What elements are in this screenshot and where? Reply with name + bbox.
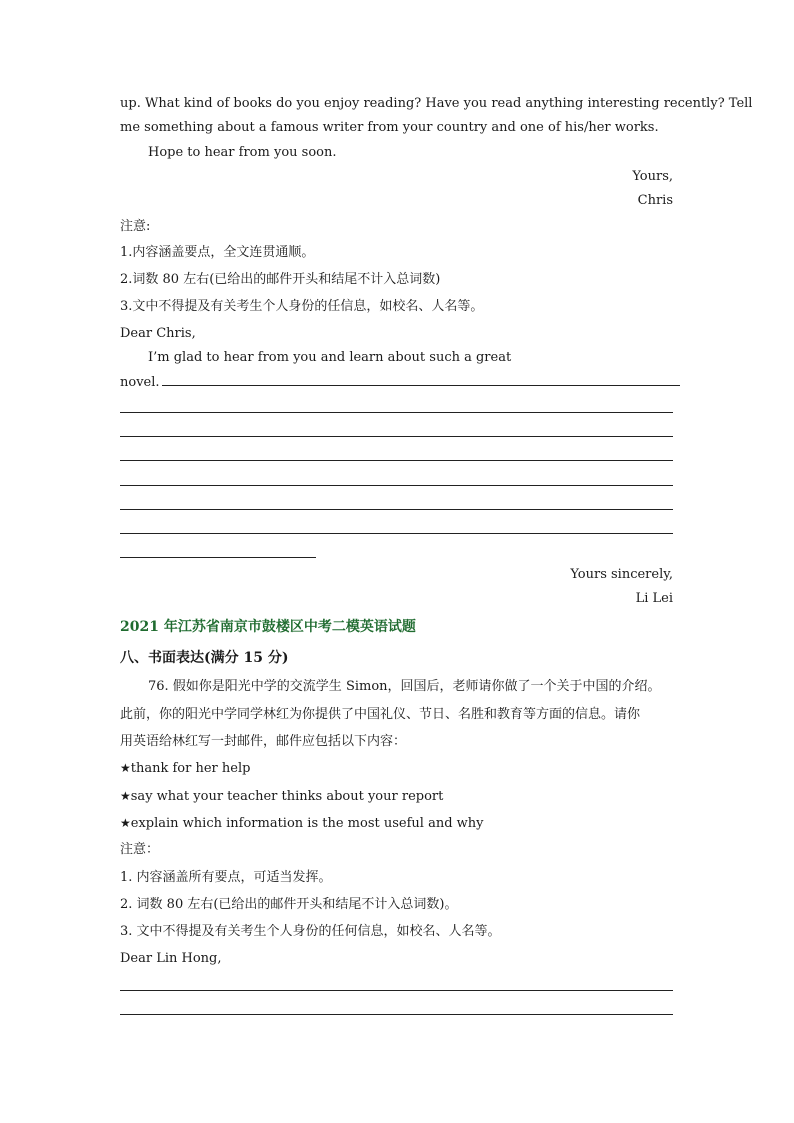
- bullet-item-1: ★thank for her help: [120, 761, 251, 776]
- answer-line[interactable]: [120, 460, 673, 461]
- letter-closing-hope: Hope to hear from you soon.: [148, 145, 337, 160]
- letter-signature: Chris: [637, 193, 673, 208]
- answer-blank-line[interactable]: [162, 373, 680, 386]
- note2-item-2: 2. 词数 80 左右(已给出的邮件开头和结尾不计入总词数)。: [120, 897, 458, 912]
- reply-signature: Li Lei: [635, 591, 673, 606]
- notes-title: 注意:: [120, 219, 151, 234]
- answer-line[interactable]: [120, 533, 673, 534]
- reply-novel-line: [120, 373, 673, 392]
- email-greeting: Dear Lin Hong,: [120, 951, 222, 966]
- bullet-item-2: ★say what your teacher thinks about your report: [120, 789, 444, 804]
- answer-line[interactable]: [120, 412, 673, 413]
- note-item-1: 1.内容涵盖要点，全文连贯通顺。: [120, 245, 315, 260]
- answer-line[interactable]: [120, 1014, 673, 1015]
- note-item-3: 3.文中不得提及有关考生个人身份的任信息，如校名、人名等。: [120, 299, 484, 314]
- reply-greeting: Dear Chris,: [120, 326, 196, 341]
- star-icon: ★: [120, 761, 131, 775]
- note2-item-3: 3. 文中不得提及有关考生个人身份的任何信息，如校名、人名等。: [120, 924, 501, 939]
- exam-title: 2021 年江苏省南京市鼓楼区中考二模英语试题: [120, 619, 416, 635]
- letter-valediction: Yours,: [632, 169, 673, 184]
- answer-line-short[interactable]: [120, 557, 316, 558]
- letter-text-line-1: up. What kind of books do you enjoy reading? Have you read anything interesting recently? Tell: [120, 96, 753, 111]
- bullet-item-3: ★explain which information is the most useful and why: [120, 816, 484, 831]
- reply-novel-word: novel.: [120, 375, 160, 390]
- answer-line[interactable]: [120, 509, 673, 510]
- note2-item-1: 1. 内容涵盖所有要点，可适当发挥。: [120, 870, 332, 885]
- answer-line[interactable]: [120, 485, 673, 486]
- reply-opening: I’m glad to hear from you and learn about such a great: [148, 350, 512, 365]
- star-icon: ★: [120, 789, 131, 803]
- section-heading: 八、书面表达(满分 15 分): [120, 650, 289, 666]
- star-icon: ★: [120, 816, 131, 830]
- task-paragraph-line-2: 此前，你的阳光中学同学林红为你提供了中国礼仪、节日、名胜和教育等方面的信息。请你: [120, 707, 641, 722]
- note-item-2: 2.词数 80 左右(已给出的邮件开头和结尾不计入总词数): [120, 272, 441, 287]
- answer-line[interactable]: [120, 436, 673, 437]
- task-paragraph-line-1: 76. 假如你是阳光中学的交流学生 Simon，回国后，老师请你做了一个关于中国的介绍。: [148, 679, 661, 694]
- letter-text-line-2: me something about a famous writer from your country and one of his/her works.: [120, 120, 659, 135]
- task-paragraph-line-3: 用英语给林红写一封邮件，邮件应包括以下内容：: [120, 734, 407, 749]
- reply-valediction: Yours sincerely,: [570, 567, 673, 582]
- document-page: [120, 0, 753, 1123]
- notes-title-2: 注意：: [120, 842, 160, 857]
- answer-line[interactable]: [120, 990, 673, 991]
